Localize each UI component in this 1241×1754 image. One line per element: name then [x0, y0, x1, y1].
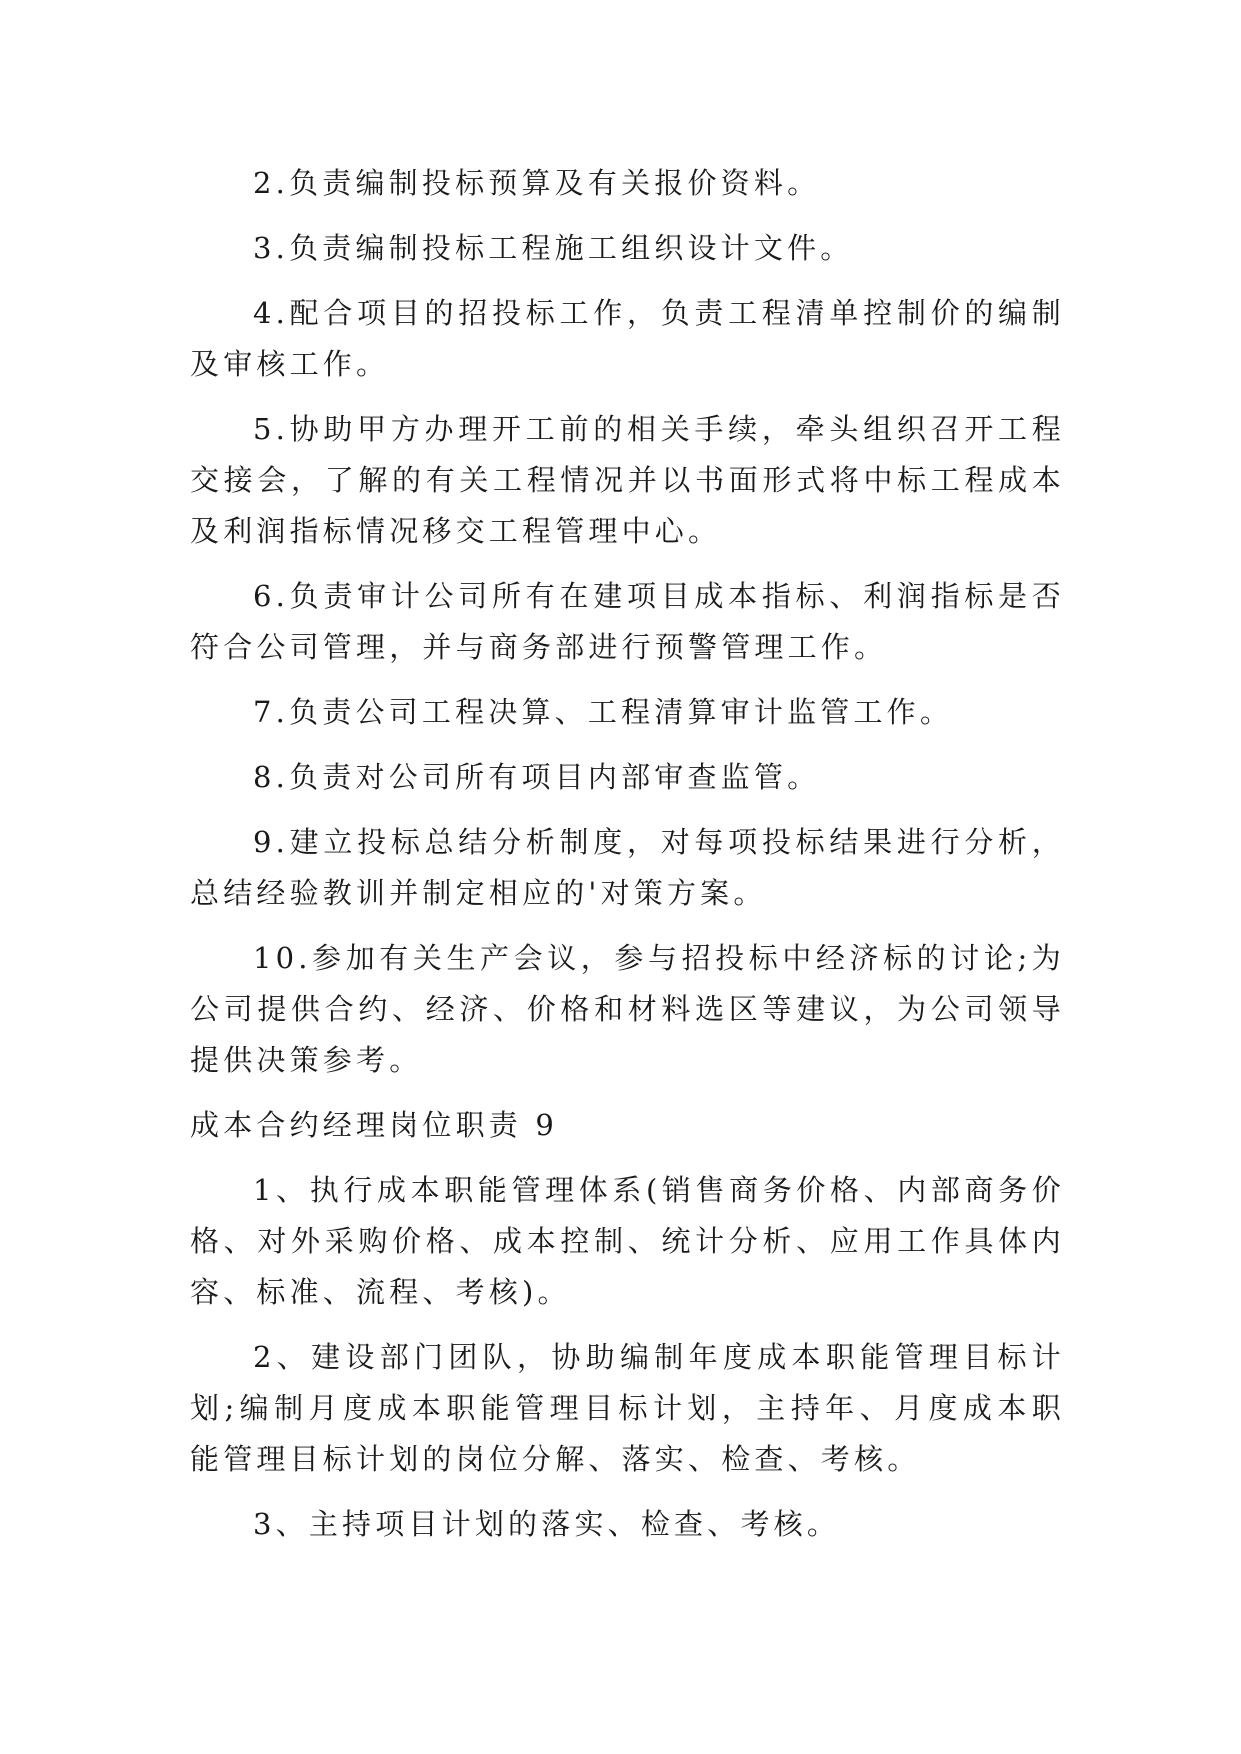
duty-item-2: 2.负责编制投标预算及有关报价资料。 — [253, 166, 821, 200]
document-body — [190, 158, 1065, 1564]
section-item-2: 2、建设部门团队，协助编制年度成本职能管理目标计划;编制月度成本职能管理目标计划，主持年、月度成本职能管理目标计划的岗位分解、落实、检查、考核。 — [190, 1340, 1065, 1476]
section-item-3: 3、主持项目计划的落实、检查、考核。 — [253, 1507, 841, 1541]
section-item-1: 1、执行成本职能管理体系(销售商务价格、内部商务价格、对外采购价格、成本控制、统计分析、应用工作具体内容、标准、流程、考核)。 — [190, 1173, 1065, 1309]
duty-item-9: 9.建立投标总结分析制度，对每项投标结果进行分析，总结经验教训并制定相应的'对策方案。 — [190, 825, 1065, 910]
duty-item-8: 8.负责对公司所有项目内部审查监管。 — [253, 760, 821, 794]
section-heading: 成本合约经理岗位职责 9 — [190, 1108, 559, 1142]
duty-item-6: 6.负责审计公司所有在建项目成本指标、利润指标是否符合公司管理，并与商务部进行预警管理工作。 — [190, 579, 1065, 664]
duty-item-4: 4.配合项目的招投标工作，负责工程清单控制价的编制及审核工作。 — [190, 296, 1065, 381]
duty-item-7: 7.负责公司工程决算、工程清算审计监管工作。 — [253, 695, 954, 729]
duty-item-10: 10.参加有关生产会议，参与招投标中经济标的讨论;为公司提供合约、经济、价格和材料选区等建议，为公司领导提供决策参考。 — [190, 941, 1065, 1077]
duty-item-3: 3.负责编制投标工程施工组织设计文件。 — [253, 231, 854, 265]
duty-item-5: 5.协助甲方办理开工前的相关手续，牵头组织召开工程交接会，了解的有关工程情况并以书面形式将中标工程成本及利润指标情况移交工程管理中心。 — [190, 412, 1065, 548]
